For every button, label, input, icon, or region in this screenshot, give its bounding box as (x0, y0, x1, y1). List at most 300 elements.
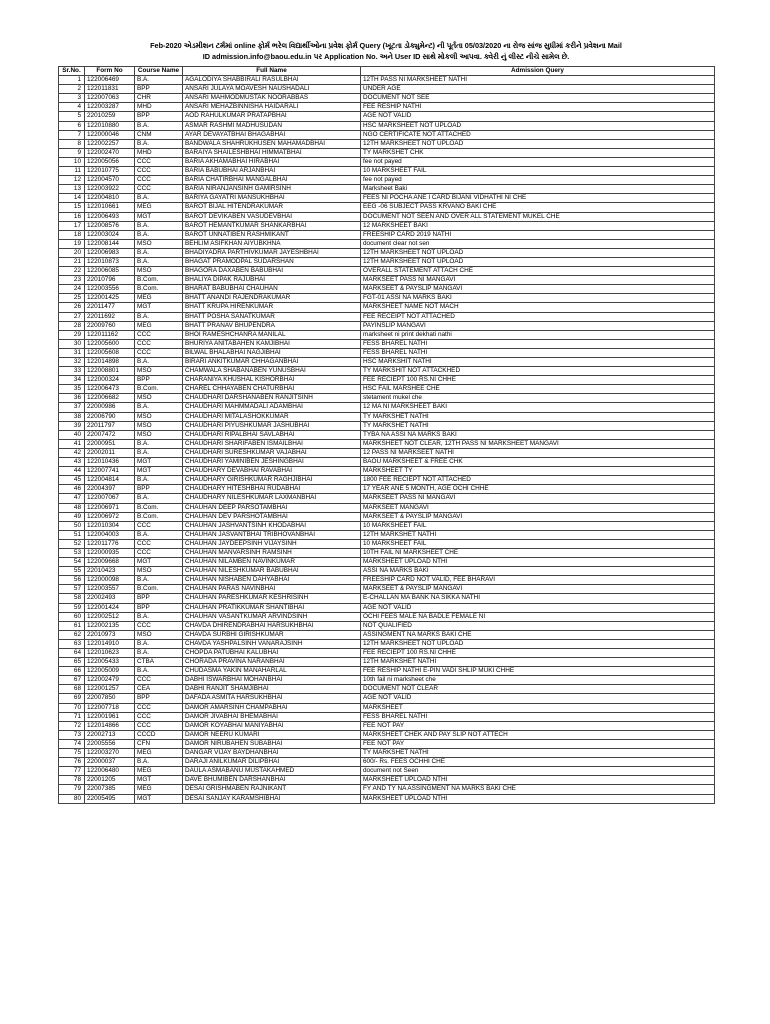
cell-srno: 20 (59, 248, 85, 257)
cell-course: CCC (135, 703, 183, 712)
cell-full-name: CHAUHAN JAYDEEPSINH VIJAYSINH (183, 539, 361, 548)
cell-full-name: DESAI GRISHMABEN RAJNIKANT (183, 785, 361, 794)
cell-query: AGE NOT VALID (361, 694, 715, 703)
cell-srno: 21 (59, 257, 85, 266)
cell-srno: 27 (59, 312, 85, 321)
cell-full-name: BARIA AKHAMABHAI HIRABHAI (183, 157, 361, 166)
cell-query: MARKSHEET UPLOAD NTHI (361, 794, 715, 803)
cell-form-no: 122014866 (85, 721, 135, 730)
cell-form-no: 122004570 (85, 176, 135, 185)
table-row (59, 539, 715, 548)
cell-course: B.Com. (135, 385, 183, 394)
cell-query: stetament mukel che (361, 394, 715, 403)
cell-srno: 60 (59, 612, 85, 621)
cell-course: BPP (135, 85, 183, 94)
cell-query: 10 MARKSHEET FAIL (361, 539, 715, 548)
cell-form-no: 22010423 (85, 567, 135, 576)
table-row (59, 339, 715, 348)
cell-course: MGT (135, 776, 183, 785)
cell-course: MSO (135, 267, 183, 276)
table-row (59, 185, 715, 194)
cell-query: 12TH MARKSHEET NOT UPLOAD (361, 639, 715, 648)
cell-course: B.A. (135, 448, 183, 457)
cell-form-no: 122008801 (85, 367, 135, 376)
table-row (59, 85, 715, 94)
cell-form-no: 122003556 (85, 285, 135, 294)
cell-query: TY MARKSHET NATHI (361, 421, 715, 430)
cell-form-no: 22010259 (85, 112, 135, 121)
table-row (59, 312, 715, 321)
table-row (59, 703, 715, 712)
table-body (59, 76, 715, 804)
cell-form-no: 22006790 (85, 412, 135, 421)
table-row (59, 285, 715, 294)
table-row (59, 794, 715, 803)
cell-srno: 41 (59, 439, 85, 448)
cell-form-no: 22000951 (85, 439, 135, 448)
cell-srno: 26 (59, 303, 85, 312)
table-row (59, 576, 715, 585)
cell-full-name: DARAJI ANILKUMAR DILIPBHAI (183, 758, 361, 767)
cell-form-no: 122005608 (85, 348, 135, 357)
cell-form-no: 22005556 (85, 739, 135, 748)
cell-course: CHR (135, 94, 183, 103)
cell-srno: 46 (59, 485, 85, 494)
cell-full-name: DESAI SANJAY KARAMSHIBHAI (183, 794, 361, 803)
cell-course: B.A. (135, 639, 183, 648)
cell-full-name: AOD RAHULKUMAR PRATAPBHAI (183, 112, 361, 121)
cell-form-no: 122003024 (85, 230, 135, 239)
cell-form-no: 22001205 (85, 776, 135, 785)
table-row (59, 676, 715, 685)
cell-query: fee not payed (361, 157, 715, 166)
cell-course: MSO (135, 430, 183, 439)
cell-srno: 47 (59, 494, 85, 503)
cell-query: 12 MARKSHEET BAKI (361, 221, 715, 230)
cell-course: MSO (135, 630, 183, 639)
cell-query: document clear not sen (361, 239, 715, 248)
cell-form-no: 122010623 (85, 649, 135, 658)
cell-srno: 74 (59, 739, 85, 748)
cell-full-name: BHAGORA DAXABEN BABUBHAI (183, 267, 361, 276)
cell-course: MSO (135, 239, 183, 248)
table-row (59, 467, 715, 476)
cell-course: B.A. (135, 649, 183, 658)
cell-full-name: CHAVDA SURBHI GIRISHKUMAR (183, 630, 361, 639)
cell-form-no: 122004810 (85, 194, 135, 203)
cell-course: B.A. (135, 758, 183, 767)
cell-srno: 66 (59, 667, 85, 676)
cell-srno: 77 (59, 767, 85, 776)
cell-query: MARKSEET & PAYSLIP MANGAVI (361, 512, 715, 521)
cell-srno: 35 (59, 385, 85, 394)
table-row (59, 503, 715, 512)
cell-full-name: CHAUHAN NILESHKUMAR BABUBHAI (183, 567, 361, 576)
cell-query: 17 YEAR ANE 5 MONTH, AGE OCHI CHHE (361, 485, 715, 494)
cell-srno: 48 (59, 503, 85, 512)
table-row (59, 421, 715, 430)
cell-srno: 78 (59, 776, 85, 785)
cell-srno: 23 (59, 276, 85, 285)
table-row (59, 712, 715, 721)
notice-line-1: Feb-2020 એડમીશન ટર્મમાં online ફોર્મ ભરેલ વિદ્યાર્થીઓના પ્રવેશ ફોર્મ Query (ખૂટતા ડોક્યુમેન્ટ) ની પૂર્તતા 05/03/2020 ના રોજ સાંજ સુધીમાં કરીને પ્રવેશના Mail (150, 41, 622, 50)
table-row (59, 176, 715, 185)
cell-full-name: CHAUDHARI MITALASHOKKUMAR (183, 412, 361, 421)
cell-srno: 75 (59, 749, 85, 758)
cell-course: CCC (135, 521, 183, 530)
cell-full-name: BHATT KRUPA HIRENKUMAR (183, 303, 361, 312)
cell-full-name: CHUDASMA YAKIN MANAHARLAL (183, 667, 361, 676)
cell-srno: 76 (59, 758, 85, 767)
cell-query: DOCUMENT NOT CLEAR (361, 685, 715, 694)
cell-full-name: CHAUHAN NILAMBEN NAVINKUMAR (183, 558, 361, 567)
cell-query: MARKSHEET TY (361, 467, 715, 476)
cell-full-name: AYAR DEVAYATBHAI BHAGABHAI (183, 130, 361, 139)
cell-course: B.A. (135, 667, 183, 676)
col-header-form-no: Form No (85, 67, 135, 76)
table-row (59, 521, 715, 530)
cell-full-name: BAROT HEMANTKUMAR SHANKARBHAI (183, 221, 361, 230)
cell-query: TY MARKSHET NATHI (361, 749, 715, 758)
cell-srno: 55 (59, 567, 85, 576)
cell-query: FEE RECEIPT NOT ATTACHED (361, 312, 715, 321)
cell-form-no: 122003922 (85, 185, 135, 194)
cell-course: MGT (135, 212, 183, 221)
cell-course: B.Com. (135, 585, 183, 594)
cell-query: FEE NOT PAY (361, 739, 715, 748)
cell-srno: 71 (59, 712, 85, 721)
table-row (59, 730, 715, 739)
cell-form-no: 122010436 (85, 458, 135, 467)
cell-query: EEG -06 SUBJECT PASS KRVANO BAKI CHE (361, 203, 715, 212)
cell-course: MGT (135, 303, 183, 312)
cell-full-name: BARIYA GAYATRI MANSUKHBHAI (183, 194, 361, 203)
cell-full-name: BHOI RAMESHCHANRA MANILAL (183, 330, 361, 339)
cell-course: B.A. (135, 530, 183, 539)
cell-srno: 14 (59, 194, 85, 203)
cell-query: TYBA NA ASSI NA MARKS BAKI (361, 430, 715, 439)
cell-query: MARKSEET & PAYSLIP MANGAVI (361, 585, 715, 594)
cell-form-no: 22000986 (85, 403, 135, 412)
cell-full-name: CHAVDA DHIRENDRABHAI HARSUKHBHAI (183, 621, 361, 630)
cell-form-no: 122000935 (85, 548, 135, 557)
cell-query: 12 PASS NI MARKSEET NATHI (361, 448, 715, 457)
cell-full-name: BHATT ANANDI RAJENDRAKUMAR (183, 294, 361, 303)
cell-srno: 79 (59, 785, 85, 794)
table-row (59, 248, 715, 257)
cell-full-name: CHOPDA PATUBHAI KALUBHAI (183, 649, 361, 658)
cell-full-name: DANGAR VIJAY BAYDHANBHAI (183, 749, 361, 758)
table-row (59, 585, 715, 594)
table-row (59, 758, 715, 767)
table-row (59, 103, 715, 112)
cell-course: CCC (135, 348, 183, 357)
cell-form-no: 122014898 (85, 358, 135, 367)
col-header-full-name: Full Name (183, 67, 361, 76)
cell-srno: 36 (59, 394, 85, 403)
cell-full-name: CHAUDHARI MAHMMADALI ADAMBHAI (183, 403, 361, 412)
cell-course: CCC (135, 712, 183, 721)
cell-query: 12TH MARKSHET NATHI (361, 658, 715, 667)
cell-full-name: BHATT PRANAV BHUPENDRA (183, 321, 361, 330)
table-row (59, 612, 715, 621)
cell-form-no: 122003270 (85, 749, 135, 758)
cell-srno: 59 (59, 603, 85, 612)
cell-course: CCC (135, 539, 183, 548)
cell-form-no: 22011477 (85, 303, 135, 312)
cell-course: MSO (135, 567, 183, 576)
cell-query: document not Seen (361, 767, 715, 776)
cell-course: B.A. (135, 121, 183, 130)
cell-form-no: 122001961 (85, 712, 135, 721)
cell-query: MARKSEET PASS NI MANGAVI (361, 494, 715, 503)
cell-full-name: DABHI ISWARBHAI MOHANBHAI (183, 676, 361, 685)
cell-full-name: CHAUDHARY DEVABHAI RAVABHAI (183, 467, 361, 476)
table-row (59, 76, 715, 85)
table-row (59, 394, 715, 403)
cell-course: B.A. (135, 576, 183, 585)
cell-course: CEA (135, 685, 183, 694)
cell-course: B.Com. (135, 276, 183, 285)
cell-course: CNM (135, 130, 183, 139)
cell-form-no: 122006983 (85, 248, 135, 257)
table-row (59, 139, 715, 148)
table-row (59, 194, 715, 203)
cell-full-name: CHAUHAN VASANTKUMAR ARVINDSINH (183, 612, 361, 621)
cell-full-name: CHAUDHARI SURESHKUMAR VAJABHAI (183, 448, 361, 457)
cell-srno: 9 (59, 148, 85, 157)
table-row (59, 512, 715, 521)
cell-query: MARKSHEET NAME NOT MACH (361, 303, 715, 312)
cell-form-no: 122007067 (85, 494, 135, 503)
table-row (59, 385, 715, 394)
table-row (59, 321, 715, 330)
table-row (59, 148, 715, 157)
cell-query: 600/- Rs. FEES OCHHI CHE (361, 758, 715, 767)
cell-srno: 7 (59, 130, 85, 139)
cell-form-no: 122007741 (85, 467, 135, 476)
cell-course: BPP (135, 694, 183, 703)
cell-course: B.A. (135, 439, 183, 448)
cell-query: MARKSEET PASS NI MANGAVI (361, 276, 715, 285)
cell-course: MEG (135, 767, 183, 776)
table-row (59, 739, 715, 748)
cell-form-no: 122010880 (85, 121, 135, 130)
cell-srno: 5 (59, 112, 85, 121)
notice-line-2: ID admission.info@baou.edu.in પર Application No. અને User ID સાથે મોકલી આપવા. ક્વેરી નું લીસ્ટ નીચે સામેલ છે. (202, 52, 570, 61)
cell-course: MSO (135, 421, 183, 430)
cell-full-name: BIRARI ANKITKUMAR CHHAGANBHAI (183, 358, 361, 367)
cell-form-no: 122000098 (85, 576, 135, 585)
cell-srno: 22 (59, 267, 85, 276)
cell-srno: 43 (59, 458, 85, 467)
cell-full-name: CHAUHAN NISHABEN DAHYABHAI (183, 576, 361, 585)
cell-course: MEG (135, 321, 183, 330)
cell-srno: 45 (59, 476, 85, 485)
cell-form-no: 122001425 (85, 294, 135, 303)
cell-form-no: 122006469 (85, 76, 135, 85)
table-row (59, 567, 715, 576)
cell-full-name: CHAUHAN JASHVANTSINH KHODABHAI (183, 521, 361, 530)
cell-query: fee not payed (361, 176, 715, 185)
cell-query: PAYINSLIP MANGAVI (361, 321, 715, 330)
cell-full-name: BILWAL BHALABHAI NAGJIBHAI (183, 348, 361, 357)
cell-srno: 34 (59, 376, 85, 385)
cell-srno: 42 (59, 448, 85, 457)
cell-query: MARKSHEET UPLOAD NTHI (361, 558, 715, 567)
cell-form-no: 22009760 (85, 321, 135, 330)
cell-form-no: 122006480 (85, 767, 135, 776)
cell-srno: 70 (59, 703, 85, 712)
cell-srno: 10 (59, 157, 85, 166)
cell-course: CCC (135, 176, 183, 185)
table-row (59, 594, 715, 603)
cell-query: AGE NOT VALID (361, 112, 715, 121)
cell-course: B.A. (135, 257, 183, 266)
cell-course: MGT (135, 794, 183, 803)
cell-srno: 52 (59, 539, 85, 548)
cell-srno: 33 (59, 367, 85, 376)
cell-srno: 6 (59, 121, 85, 130)
cell-srno: 4 (59, 103, 85, 112)
cell-course: MHD (135, 148, 183, 157)
cell-course: MEG (135, 785, 183, 794)
table-row (59, 603, 715, 612)
cell-srno: 65 (59, 658, 85, 667)
cell-query: NGO CERTIFICATE NOT ATTACHED (361, 130, 715, 139)
cell-form-no: 22007850 (85, 694, 135, 703)
cell-full-name: BHATT POSHA SANATKUMAR (183, 312, 361, 321)
cell-query: FEE RECIEPT 100 RS.NI CHHE (361, 649, 715, 658)
cell-course: CCC (135, 330, 183, 339)
cell-form-no: 122008144 (85, 239, 135, 248)
cell-form-no: 122006972 (85, 512, 135, 521)
cell-query: 10 MARKSHEET FAIL (361, 167, 715, 176)
cell-full-name: CHAUDHARI YAMINIBEN JESHINGBHAI (183, 458, 361, 467)
cell-course: CCC (135, 167, 183, 176)
cell-full-name: CHAVDA YASHPALSINH VANARAJSINH (183, 639, 361, 648)
cell-full-name: CHAUHAN DEEP PARSOTAMBHAI (183, 503, 361, 512)
cell-course: B.A. (135, 476, 183, 485)
cell-course: BPP (135, 594, 183, 603)
cell-srno: 2 (59, 85, 85, 94)
cell-course: MGT (135, 467, 183, 476)
cell-srno: 15 (59, 203, 85, 212)
cell-course: B.A. (135, 403, 183, 412)
cell-course: B.Com. (135, 503, 183, 512)
cell-full-name: AGALODIYA SHABBIRALI RASULBHAI (183, 76, 361, 85)
table-row (59, 303, 715, 312)
cell-query: 10TH FAIL NI MARKSHEET CHE (361, 548, 715, 557)
cell-form-no: 22011692 (85, 312, 135, 321)
cell-query: UNDER AGE (361, 85, 715, 94)
cell-full-name: CHAUHAN DEV PARSHOTAMBHAI (183, 512, 361, 521)
table-row (59, 458, 715, 467)
table-row (59, 476, 715, 485)
cell-srno: 44 (59, 467, 85, 476)
cell-srno: 56 (59, 576, 85, 585)
cell-form-no: 122001424 (85, 603, 135, 612)
table-header-row (59, 67, 715, 76)
cell-full-name: CHAREL CHHAYABEN CHATURBHAI (183, 385, 361, 394)
table-row (59, 157, 715, 166)
cell-query: marksheet ni print dekhati nathi (361, 330, 715, 339)
cell-srno: 16 (59, 212, 85, 221)
cell-query: BAOU MARKSHEET & FREE CHK (361, 458, 715, 467)
cell-full-name: DAVE BHUMIBEN DARSHANBHAI (183, 776, 361, 785)
cell-form-no: 122000324 (85, 376, 135, 385)
cell-form-no: 122002479 (85, 676, 135, 685)
cell-form-no: 122004814 (85, 476, 135, 485)
cell-form-no: 122010661 (85, 203, 135, 212)
cell-query: HSC MARKSHIT NATHI (361, 358, 715, 367)
cell-form-no: 122009668 (85, 558, 135, 567)
cell-srno: 51 (59, 530, 85, 539)
col-header-query: Admission Query (361, 67, 715, 76)
cell-srno: 58 (59, 594, 85, 603)
cell-query: OVERALL STATEMENT ATTACH CHE (361, 267, 715, 276)
cell-form-no: 122002512 (85, 612, 135, 621)
cell-form-no: 22010973 (85, 630, 135, 639)
table-row (59, 167, 715, 176)
cell-srno: 12 (59, 176, 85, 185)
cell-form-no: 122003557 (85, 585, 135, 594)
cell-srno: 37 (59, 403, 85, 412)
cell-course: CFN (135, 739, 183, 748)
cell-course: B.A. (135, 194, 183, 203)
table-row (59, 439, 715, 448)
cell-query: NOT QUALIFIED (361, 621, 715, 630)
cell-form-no: 22002011 (85, 448, 135, 457)
cell-course: CTBA (135, 658, 183, 667)
cell-course: CCC (135, 339, 183, 348)
cell-srno: 29 (59, 330, 85, 339)
cell-form-no: 122010873 (85, 257, 135, 266)
cell-full-name: BHADIYADRA PARTHIVKUMAR JAYESHBHAI (183, 248, 361, 257)
cell-course: B.A. (135, 612, 183, 621)
cell-form-no: 122011162 (85, 330, 135, 339)
cell-query: MARKSEET MANGAVI (361, 503, 715, 512)
cell-srno: 53 (59, 548, 85, 557)
table-row (59, 649, 715, 658)
cell-form-no: 122010775 (85, 167, 135, 176)
notice-header (58, 40, 714, 62)
cell-course: MHD (135, 103, 183, 112)
cell-full-name: CHAUHAN PRATIKKUMAR SHANTIBHAI (183, 603, 361, 612)
cell-full-name: DABHI RANJIT SHAMJIBHAI (183, 685, 361, 694)
cell-form-no: 122006493 (85, 212, 135, 221)
table-row (59, 403, 715, 412)
table-row (59, 639, 715, 648)
cell-query: ASSI NA MARKS BAKI (361, 567, 715, 576)
table-row (59, 558, 715, 567)
table-row (59, 749, 715, 758)
table-row (59, 530, 715, 539)
table-row (59, 276, 715, 285)
cell-form-no: 122006473 (85, 385, 135, 394)
cell-srno: 19 (59, 239, 85, 248)
cell-form-no: 122008576 (85, 221, 135, 230)
cell-form-no: 122007718 (85, 703, 135, 712)
cell-full-name: BARIA NIRANJANSINH GAMIRSINH (183, 185, 361, 194)
cell-course: CCC (135, 157, 183, 166)
cell-query: HSC MARKSHEET NOT UPLOAD (361, 121, 715, 130)
table-row (59, 621, 715, 630)
cell-form-no: 122006971 (85, 503, 135, 512)
cell-form-no: 22002493 (85, 594, 135, 603)
cell-full-name: CHORADA PRAVINA NARANBHAI (183, 658, 361, 667)
cell-srno: 30 (59, 339, 85, 348)
